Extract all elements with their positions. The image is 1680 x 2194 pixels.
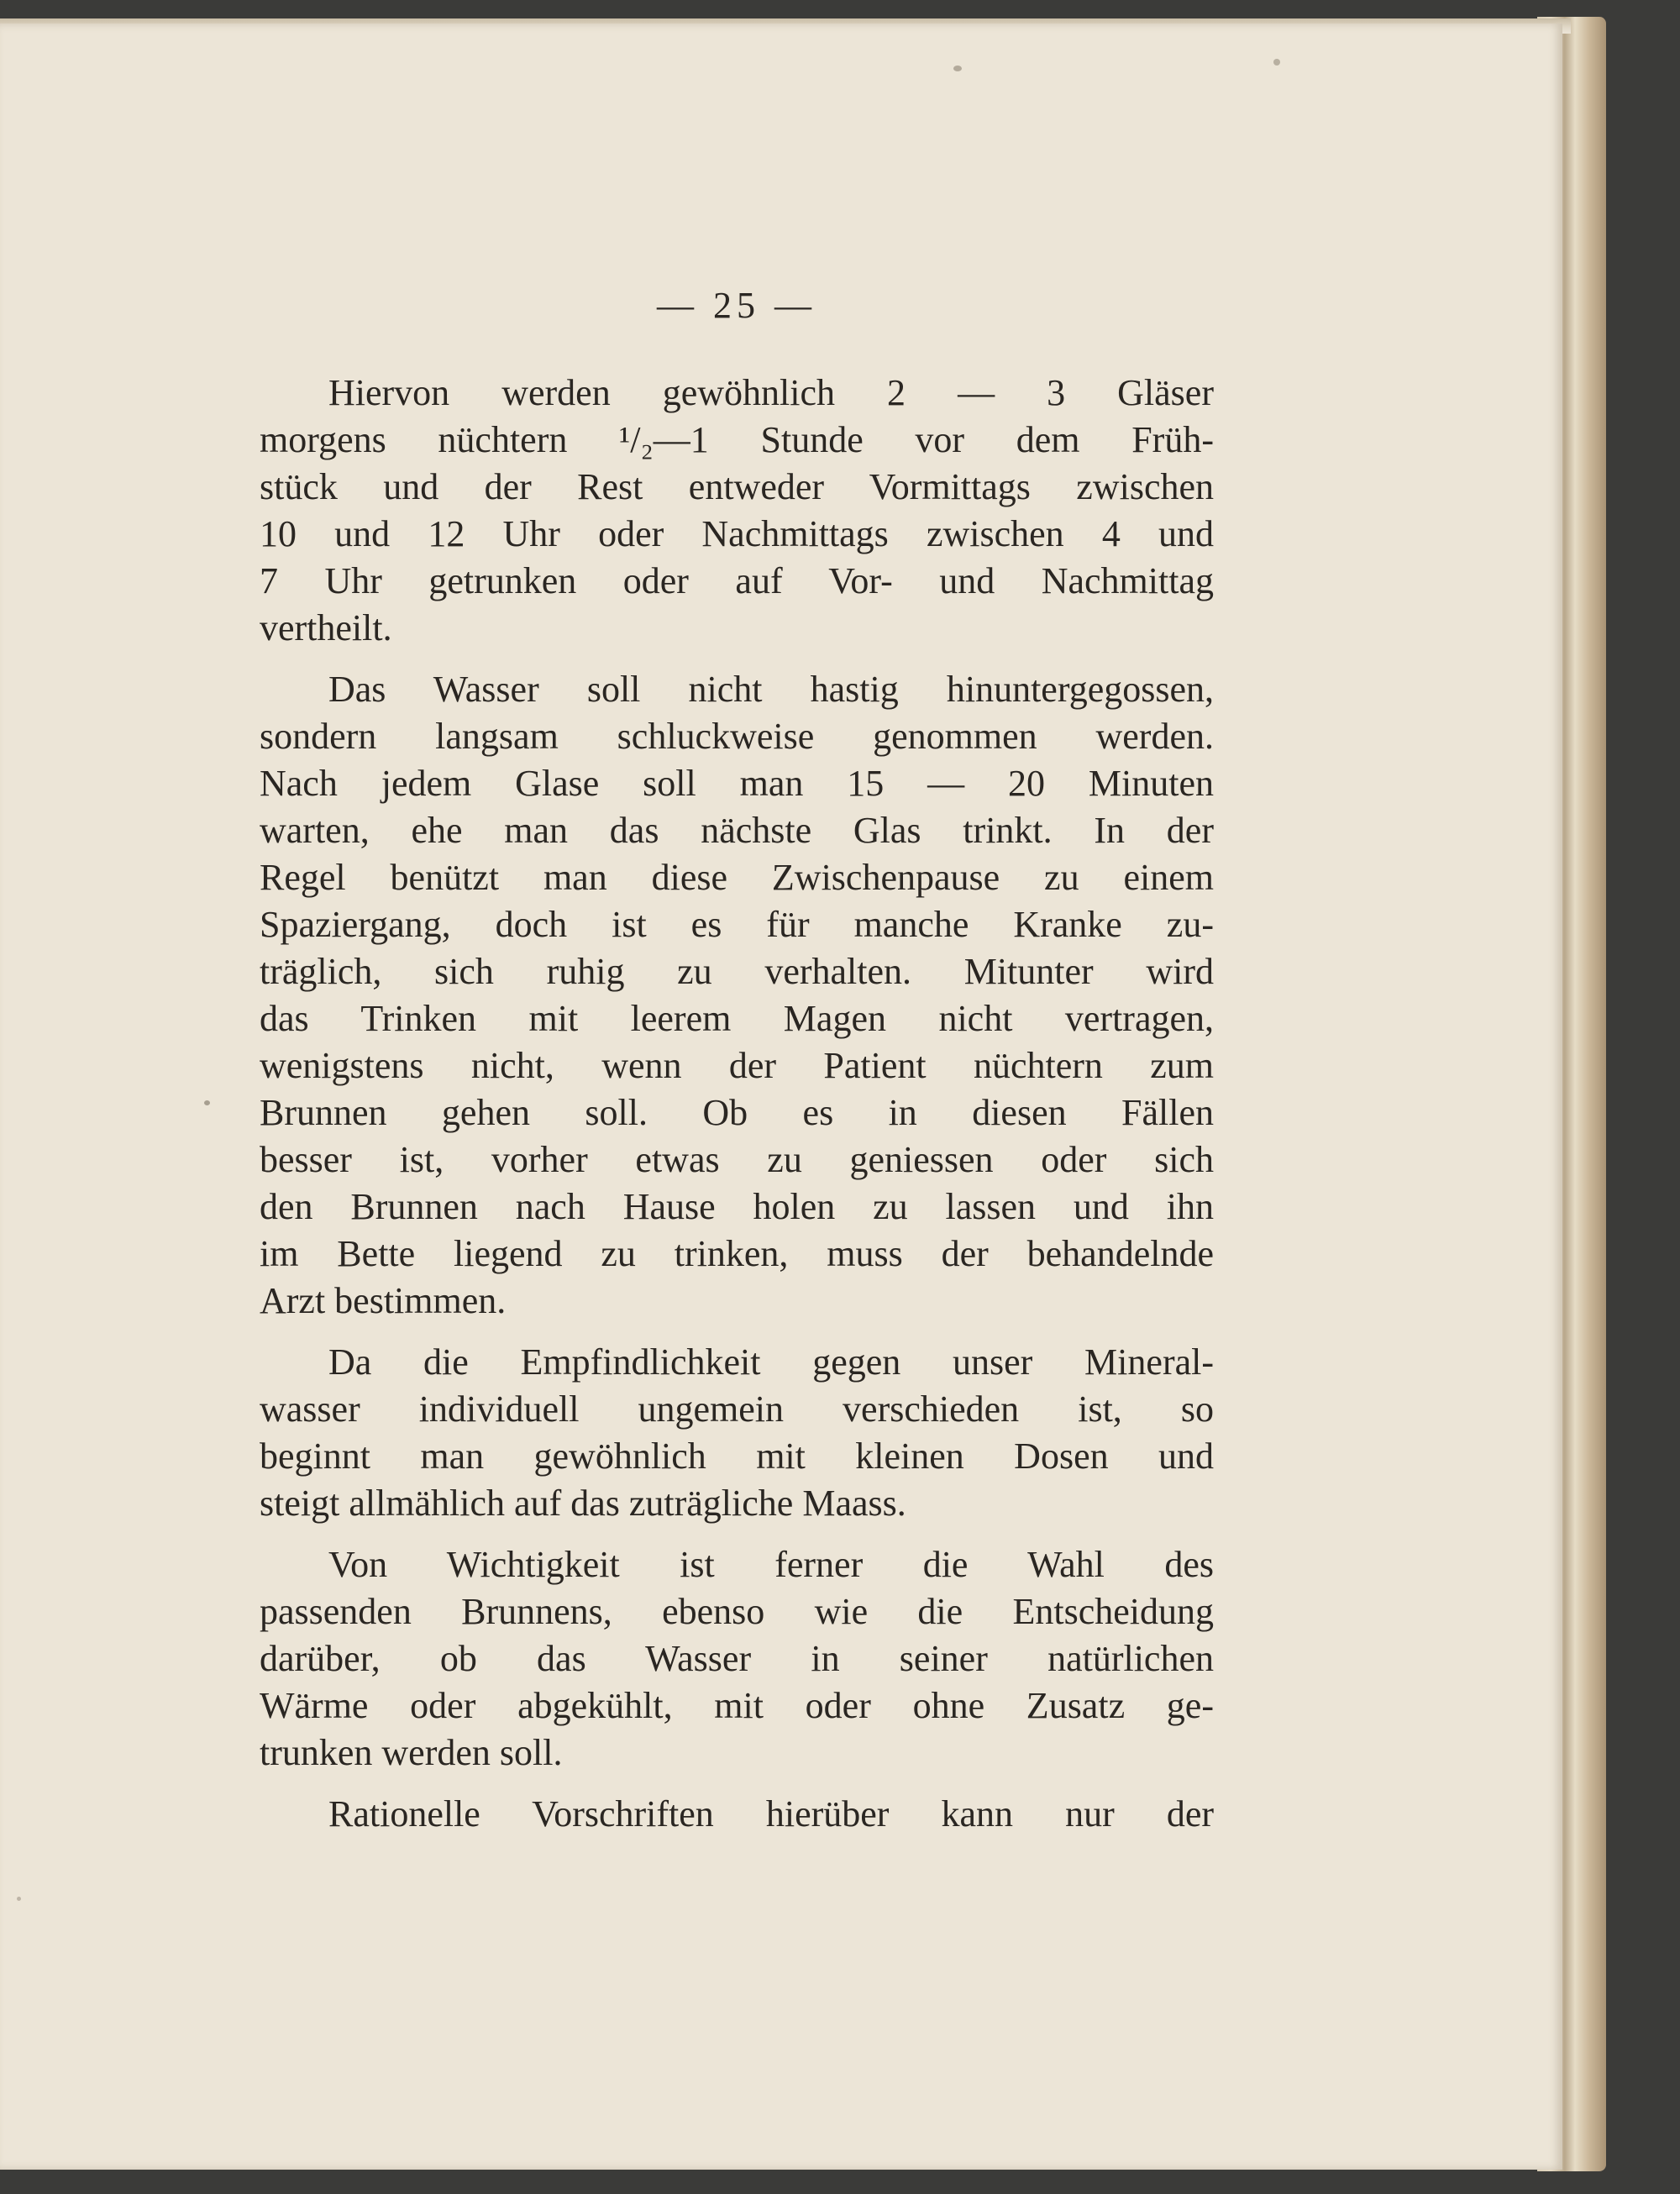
- paragraph: [260, 1791, 1214, 1838]
- paper-speck: [953, 66, 962, 71]
- paragraph-gap: [260, 1325, 1214, 1339]
- paragraph: [260, 370, 1214, 652]
- text-line: sondern langsam schluckweise genommen werden.: [260, 716, 1214, 757]
- paragraph: [260, 1541, 1214, 1777]
- text-line: beginnt man gewöhnlich mit kleinen Dosen und: [260, 1436, 1214, 1477]
- paper-speck: [204, 1100, 210, 1105]
- body-text: [260, 370, 1214, 1838]
- paragraph: [260, 1339, 1214, 1527]
- text-line: warten, ehe man das nächste Glas trinkt. In der: [260, 810, 1214, 851]
- text-line: Arzt bestimmen.: [260, 1280, 507, 1321]
- paragraph-gap: [260, 652, 1214, 666]
- text-line: im Bette liegend zu trinken, muss der behandelnde: [260, 1233, 1214, 1274]
- text-line: das Trinken mit leerem Magen nicht vertragen,: [260, 998, 1214, 1039]
- text-line: Rationelle Vorschriften hierüber kann nur der: [328, 1793, 1214, 1834]
- text-line: Hiervon werden gewöhnlich 2 — 3 Gläser: [328, 372, 1214, 413]
- text-line: Brunnen gehen soll. Ob es in diesen Fällen: [260, 1092, 1214, 1133]
- text-line: Spaziergang, doch ist es für manche Kranke zu-: [260, 904, 1214, 945]
- text-line: darüber, ob das Wasser in seiner natürlichen: [260, 1638, 1214, 1679]
- paragraph: [260, 666, 1214, 1325]
- text-line: 7 Uhr getrunken oder auf Vor- und Nachmittag: [260, 560, 1214, 601]
- text-line: Nach jedem Glase soll man 15 — 20 Minuten: [260, 763, 1214, 804]
- paragraph-gap: [260, 1777, 1214, 1791]
- text-line: morgens nüchtern ¹/₂—1 Stunde vor dem Früh-: [260, 419, 1214, 460]
- text-line: den Brunnen nach Hause holen zu lassen und ihn: [260, 1186, 1214, 1227]
- text-line: trunken werden soll.: [260, 1732, 563, 1773]
- text-line: steigt allmählich auf das zuträgliche Maass.: [260, 1483, 906, 1524]
- text-line: passenden Brunnens, ebenso wie die Entscheidung: [260, 1591, 1214, 1632]
- text-line: 10 und 12 Uhr oder Nachmittags zwischen 4 und: [260, 513, 1214, 554]
- page-sheet: [0, 24, 1562, 2170]
- paper-speck: [17, 1897, 21, 1901]
- text-line: Regel benützt man diese Zwischenpause zu einem: [260, 857, 1214, 898]
- paragraph-gap: [260, 1527, 1214, 1541]
- text-line: träglich, sich ruhig zu verhalten. Mitunter wird: [260, 951, 1214, 992]
- paper-speck: [1273, 59, 1280, 66]
- text-line: wenigstens nicht, wenn der Patient nüchtern zum: [260, 1045, 1214, 1086]
- text-line: Das Wasser soll nicht hastig hinuntergegossen,: [328, 669, 1214, 710]
- text-line: Da die Empfindlichkeit gegen unser Mineral-: [328, 1341, 1214, 1383]
- text-line: vertheilt.: [260, 607, 392, 648]
- text-line: wasser individuell ungemein verschieden ist, so: [260, 1388, 1214, 1430]
- page-number: — 25 —: [657, 285, 816, 326]
- text-line: besser ist, vorher etwas zu geniessen oder sich: [260, 1139, 1214, 1180]
- text-line: Wärme oder abgekühlt, mit oder ohne Zusatz ge-: [260, 1685, 1214, 1726]
- text-line: stück und der Rest entweder Vormittags zwischen: [260, 466, 1214, 507]
- text-line: Von Wichtigkeit ist ferner die Wahl des: [328, 1544, 1214, 1585]
